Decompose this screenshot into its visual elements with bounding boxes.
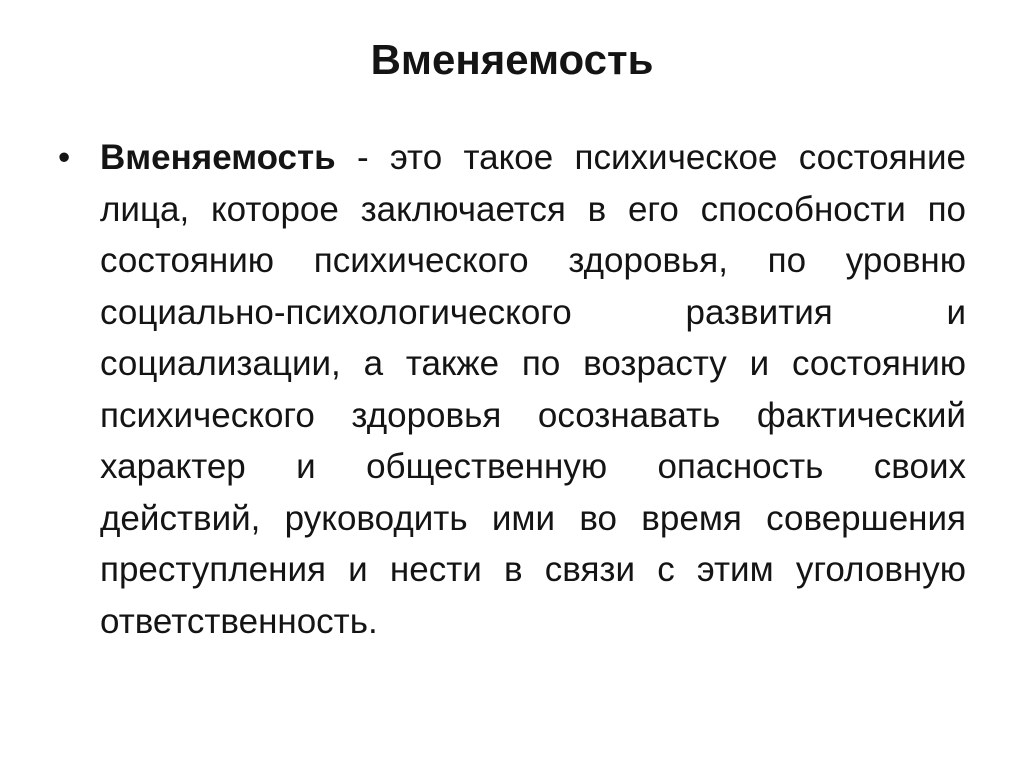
slide-title: Вменяемость (370, 36, 654, 83)
bullet-list (56, 132, 966, 647)
bullet-item (56, 132, 966, 647)
defined-term: Вменяемость (100, 138, 336, 177)
bullet-marker: • (58, 138, 71, 177)
definition-text: - это такое психическое состояние лица, которое заключается в его способности по состоянию психического здоровья, по уровню социально-психологического развития и социализации, а также по возрасту и состоянию психического здоровья осознавать фактический характер и общественную опасность своих действий, руководить ими во время совершения преступления и нести в связи с этим уголовную ответственность. (100, 138, 966, 641)
